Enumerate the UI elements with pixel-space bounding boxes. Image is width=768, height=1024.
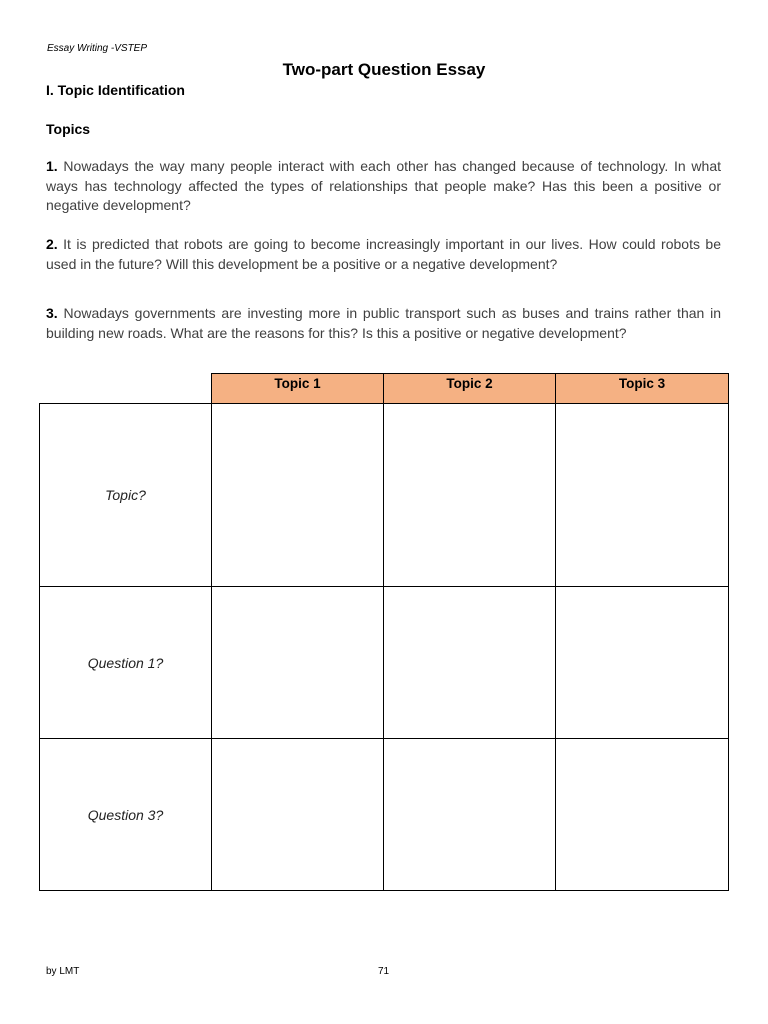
- row-label-question-3: Question 3?: [39, 738, 212, 891]
- topic-identification-table: [39, 373, 729, 891]
- answer-cell[interactable]: [211, 738, 384, 891]
- answer-cell[interactable]: [383, 738, 556, 891]
- topic-item-3: [46, 304, 721, 343]
- column-header-topic-1: Topic 1: [211, 373, 384, 404]
- topic-text: Nowadays governments are investing more in public transport such as buses and trains rather than in building new roads. What are the reasons for this? Is this a positive or negative development?: [46, 305, 722, 341]
- section-heading: I. Topic Identification: [46, 82, 185, 98]
- topics-heading: Topics: [46, 121, 91, 137]
- topic-number: 1.: [46, 158, 58, 174]
- topic-text: Nowadays the way many people interact with each other has changed because of technology. In what ways has technology affected the types of relationships that people make? Has this been a positive or negative development?: [46, 158, 722, 213]
- answer-cell[interactable]: [555, 403, 729, 587]
- answer-cell[interactable]: [383, 586, 556, 739]
- column-header-topic-3: Topic 3: [555, 373, 729, 404]
- answer-cell[interactable]: [555, 738, 729, 891]
- topic-number: 2.: [46, 236, 58, 252]
- answer-cell[interactable]: [555, 586, 729, 739]
- topic-number: 3.: [46, 305, 58, 321]
- answer-cell[interactable]: [211, 586, 384, 739]
- answer-cell[interactable]: [383, 403, 556, 587]
- answer-cell[interactable]: [211, 403, 384, 587]
- running-header: Essay Writing -VSTEP: [47, 43, 148, 54]
- topic-item-1: [46, 157, 721, 216]
- row-label-topic: Topic?: [39, 403, 212, 587]
- row-label-question-1: Question 1?: [39, 586, 212, 739]
- topic-text: It is predicted that robots are going to become increasingly important in our lives. How could robots be used in the future? Will this development be a positive or a negative development?: [46, 236, 722, 272]
- page-number: 71: [378, 966, 390, 977]
- column-header-topic-2: Topic 2: [383, 373, 556, 404]
- topic-item-2: [46, 235, 721, 274]
- footer-author: by LMT: [46, 966, 80, 977]
- page-title: Two-part Question Essay: [282, 60, 486, 79]
